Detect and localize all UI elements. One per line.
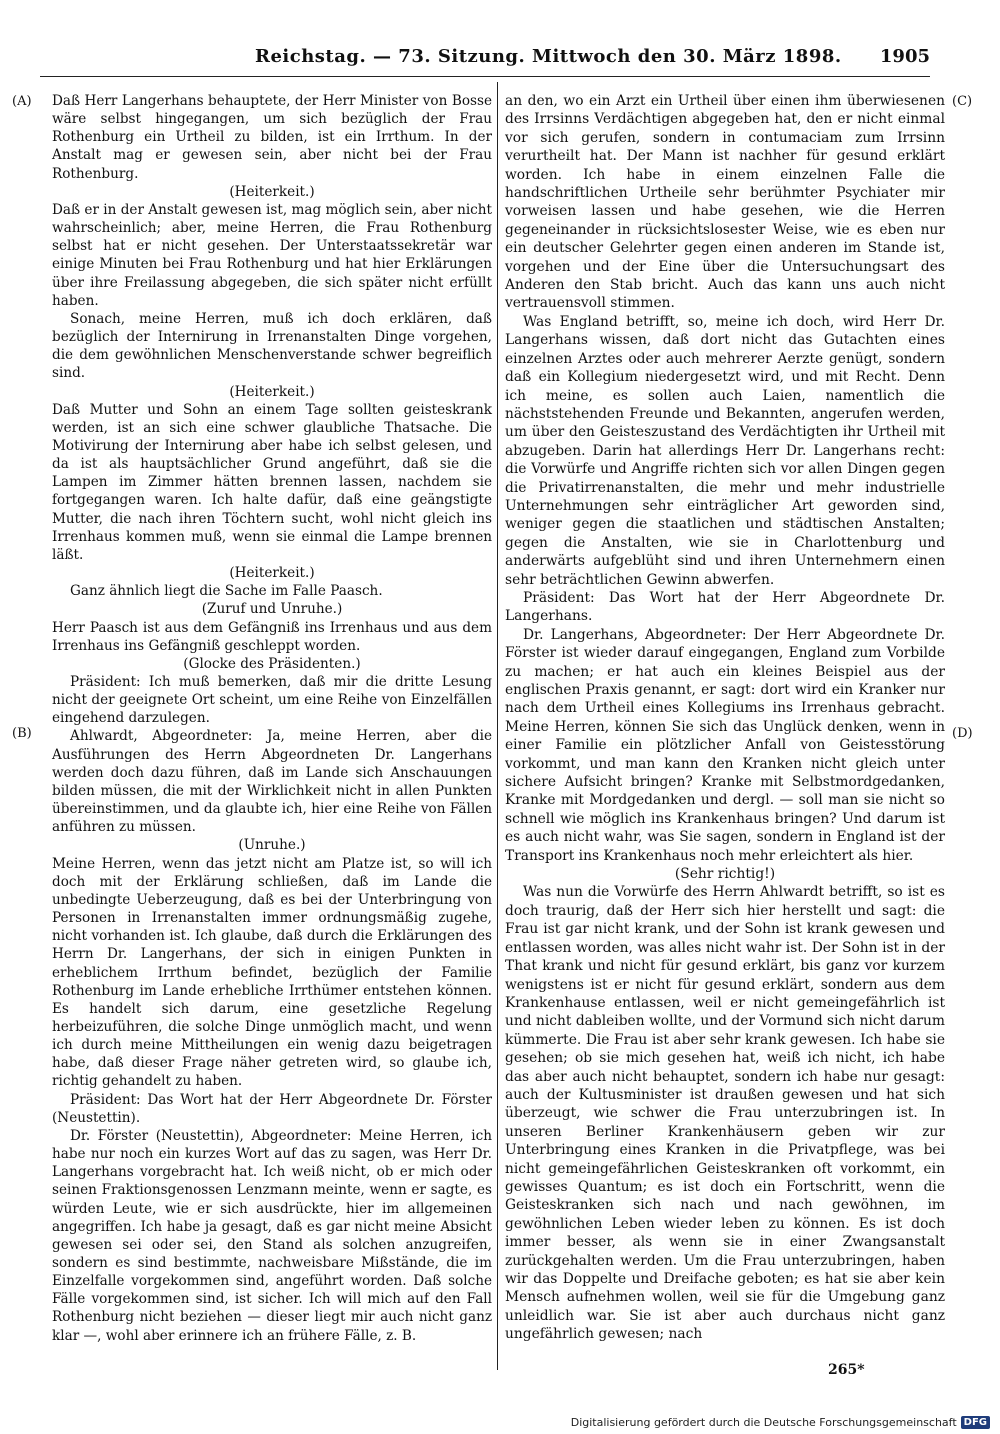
margin-mark-a: (A) [12, 94, 32, 109]
page-header [40, 46, 930, 72]
paragraph: Meine Herren, wenn das jetzt nicht am Platze ist, so will ich doch mit der Erklärung schließen, daß im Lande die unbedingte Ueberzeugung, daß es bei der Unterbringung von Personen in Irrenanstalten immer ordnungsmäßig zugehe, nicht vorhanden ist. Ich glaube, daß durch die Erklärungen des Herrn Dr. Langerhans, der sich in einigen Punkten in erheblichem Irrthum befindet, bezüglich der Familie Rothenburg im Lande erhebliche Irrthümer entstehen können. Es handelt sich darum, eine gesetzliche Regelung herbeizuführen, die solche Dinge unmöglich macht, und wenn ich durch meine Mittheilungen ein wenig dazu beigetragen habe, daß dieser Frage näher getreten wird, so glaube ich, richtig gehandelt zu haben. [52, 855, 492, 1090]
interjection: (Unruhe.) [238, 837, 306, 854]
column-separator [497, 82, 498, 1370]
interjection: (Heiterkeit.) [229, 183, 315, 200]
paragraph: Herr Paasch ist aus dem Gefängniß ins Irrenhaus und aus dem Irrenhaus ins Gefängniß geschleppt worden. [52, 619, 492, 654]
margin-mark-d: (D) [952, 726, 973, 741]
paragraph: Präsident: Das Wort hat der Herr Abgeordnete Dr. Förster (Neustettin). [52, 1091, 492, 1126]
interjection: (Glocke des Präsidenten.) [183, 655, 361, 672]
margin-mark-b: (B) [12, 726, 32, 741]
interjection: (Zuruf und Unruhe.) [201, 601, 343, 618]
paragraph: Präsident: Das Wort hat der Herr Abgeordnete Dr. Langerhans. [505, 589, 945, 625]
paragraph: Dr. Langerhans, Abgeordneter: Der Herr Abgeordnete Dr. Förster ist wieder darauf eingegangen, England zum Vorbilde zu machen; er hat auch ein kleines Beispiel aus der englischen Praxis genannt, er sagt: dort wird ein Kranker nur nach dem Urtheil eines Kollegiums ins Irrenhaus gebracht. Meine Herren, können Sie sich das Unglück denken, wenn in einer Familie ein plötzlicher Anfall von Geistesstörung vorkommt, und man kann den Kranken nicht gleich unter sichere Aufsicht bringen? Kranke mit Selbstmordgedanken, Kranke mit Mordgedanken und dergl. — soll man sie nicht so schnell wie möglich ins Krankenhaus bringen? Und darum ist es auch nicht wahr, was Sie sagen, sondern in England ist der Transport ins Krankenhaus noch mehr erleichtert als hier. [505, 626, 945, 864]
signature-mark: 265* [828, 1362, 865, 1378]
paragraph: Was England betrifft, so, meine ich doch, wird Herr Dr. Langerhans wissen, daß dort nicht das Gutachten eines einzelnen Arztes oder auch mehrerer Aerzte genügt, sondern daß ein Kollegium niedergesetzt wird, und mit Recht. Denn ich meine, es sollen auch Laien, namentlich die nächststehenden Freunde und Bekannten, angerufen werden, um über den Geisteszustand des Verdächtigten ihr Urtheil mit abzugeben. Darin hat allerdings Herr Dr. Langerhans recht: die Vorwürfe und Angriffe richten sich vor allen Dingen gegen die Privatirrenanstalten, die mehr und mehr industrielle Unternehmungen sehr einträglicher Art geworden sind, weniger gegen die staatlichen und städtischen Anstalten; gegen die Anstalten, wie sie in Charlottenburg und anderwärts aufgeblüht sind und ihren Unternehmern einen sehr beträchtlichen Gewinn abwerfen. [505, 313, 945, 588]
dfg-logo: DFG [961, 1416, 990, 1429]
paragraph: Was nun die Vorwürfe des Herrn Ahlwardt betrifft, so ist es doch traurig, daß der Herr sich hier herstellt und sagt: die Frau ist gar nicht krank, und der Sohn ist krank gewesen und entlassen worden, was alles nicht wahr ist. Der Sohn ist in der That krank und nicht für gesund erklärt, bis ganz vor kurzem wenigstens ist er nicht für gesund erklärt, sondern aus dem Krankenhause entlassen, weil er nicht gemeingefährlich ist und nicht dableiben wollte, und der Vormund sich nicht darum kümmerte. Die Frau ist aber sehr krank gewesen. Ich habe sie gesehen; ob sie mich gesehen hat, weiß ich nicht, ich habe das aber auch nicht behauptet, sondern ich habe nur gesagt: auch der Kultusminister ist draußen gewesen und hat sich überzeugt, wie schwer die Frau unterzubringen ist. In unseren Berliner Krankenhäusern geben wir zur Unterbringung eines Kranken in die Privatpflege, was bei nicht gemeingefährlichen Geisteskranken oft vorkommt, ein gewisses Quantum; es ist doch ein Fortschritt, wenn die Geisteskranken sich nach und nach gewöhnen, im gewöhnlichen Leben wieder leben zu können. Es ist doch immer besser, als wenn sie in einer Zwangsanstalt zurückgehalten werden. Um die Frau unterzubringen, haben wir das Doppelte und Dreifache geboten; es hat sie aber kein Mensch aufnehmen wollen, weil sie für die Umgebung ganz unleidlich war. Sie ist aber auch durchaus nicht ganz ungefährlich gewesen; nach [505, 884, 945, 1343]
interjection: (Heiterkeit.) [229, 383, 315, 400]
paragraph: Präsident: Ich muß bemerken, daß mir die dritte Lesung nicht der geeignete Ort scheint, um eine Reihe von Einzelfällen eingehend darzulegen. [52, 674, 492, 727]
right-column [505, 92, 945, 1344]
paragraph: Daß er in der Anstalt gewesen ist, mag möglich sein, aber nicht wahrscheinlich; aber, meine Herren, die Frau Rothenburg selbst hat er nicht gesehen. Der Unterstaatssekretär war einige Minuten bei Frau Rothenburg und hat hier Erklärungen über ihre Freilassung abgegeben, die sich später nicht erfüllt haben. [52, 201, 493, 309]
interjection: (Sehr richtig!) [674, 866, 776, 883]
header-rule [40, 76, 930, 77]
header-title: Reichstag. — 73. Sitzung. Mittwoch den 30. März 1898. [255, 46, 842, 67]
paragraph: Sonach, meine Herren, muß ich doch erklären, daß bezüglich der Internirung in Irrenanstalten Dinge vorgehen, die dem gewöhnlichen Menschenverstande schwer begreiflich sind. [52, 310, 492, 382]
dfg-credit [571, 1416, 990, 1429]
paragraph: Daß Mutter und Sohn an einem Tage sollten geisteskrank werden, ist an sich eine schwer glaubliche Thatsache. Die Motivirung der Internirung aber habe ich selbst gelesen, und da ist als hauptsächlicher Grund angeführt, daß sie die Lampen im Zimmer hätten brennen lassen, nachdem sie fortgegangen waren. Ich halte dafür, daß eine geängstigte Mutter, die nach ihren Töchtern sucht, wohl nicht gleich ins Irrenhaus kommen muß, wenn sie einmal die Lampe brennen läßt. [52, 401, 492, 563]
left-column [52, 92, 492, 1345]
interjection: (Heiterkeit.) [229, 565, 315, 582]
paragraph: Ganz ähnlich liegt die Sache im Falle Paasch. [70, 583, 383, 600]
page-number: 1905 [879, 46, 930, 67]
dfg-credit-text: Digitalisierung gefördert durch die Deutsche Forschungsgemeinschaft [570, 1416, 957, 1429]
paragraph: Daß Herr Langerhans behauptete, der Herr Minister von Bosse wäre selbst hingegangen, um sich bezüglich der Frau Rothenburg ein Urtheil zu bilden, ist ein Irrthum. In der Anstalt mag er gewesen sein, aber nicht bei der Frau Rothenburg. [52, 93, 492, 182]
paragraph: an den, wo ein Arzt ein Urtheil über einen ihm überwiesenen des Irrsinns Verdächtigen abgegeben hat, den er nicht einmal vor sich gerufen, sondern in contumaciam zum Irrsinn verurtheilt hat. Der Mann ist nachher für gesund erklärt worden. Ich habe in einem einzelnen Falle die handschriftlichen Urtheile sehr berühmter Psychiater mir vorweisen lassen und habe gesehen, wie die Herren gegeneinander in rücksichtslosester Weise, wie es eben nur ein deutscher Gelehrter gegen einen anderen im Stande ist, vorgehen und der Eine über die Untersuchungsart des Anderen den Stab bricht. Auch das kann uns auch nicht vertrauensvoll stimmen. [505, 93, 945, 312]
paragraph: Ahlwardt, Abgeordneter: Ja, meine Herren, aber die Ausführungen des Herrn Abgeordneten Dr. Langerhans werden doch dazu führen, daß im Lande sich Anschauungen bilden müssen, die mit der Wirklichkeit nicht in allen Punkten übereinstimmen, und da glaubte ich, hier eine Reihe von Fällen anführen zu müssen. [52, 728, 492, 836]
paragraph: Dr. Förster (Neustettin), Abgeordneter: Meine Herren, ich habe nur noch ein kurzes Wort auf das zu sagen, was Herr Dr. Langerhans vorgebracht hat. Ich weiß nicht, ob er mich oder seinen Fraktionsgenossen Lenzmann meinte, wenn er sagte, es würden Leute, wie er sich ausdrückte, hier im allgemeinen angegriffen. Ich habe ja gesagt, daß es gar nicht meine Absicht gewesen sei oder sei, den Stand als solchen anzugreifen, sondern es sind bestimmte, nachweisbare Mißstände, die im Einzelfalle vorgekommen sind, angeführt worden. Daß solche Fälle vorgekommen sind, ist sicher. Ich will mich auf den Fall Rothenburg nicht beziehen — dieser liegt mir auch nicht ganz klar —, wohl aber erinnere ich an frühere Fälle, z. B. [52, 1127, 492, 1344]
margin-mark-c: (C) [952, 94, 973, 109]
